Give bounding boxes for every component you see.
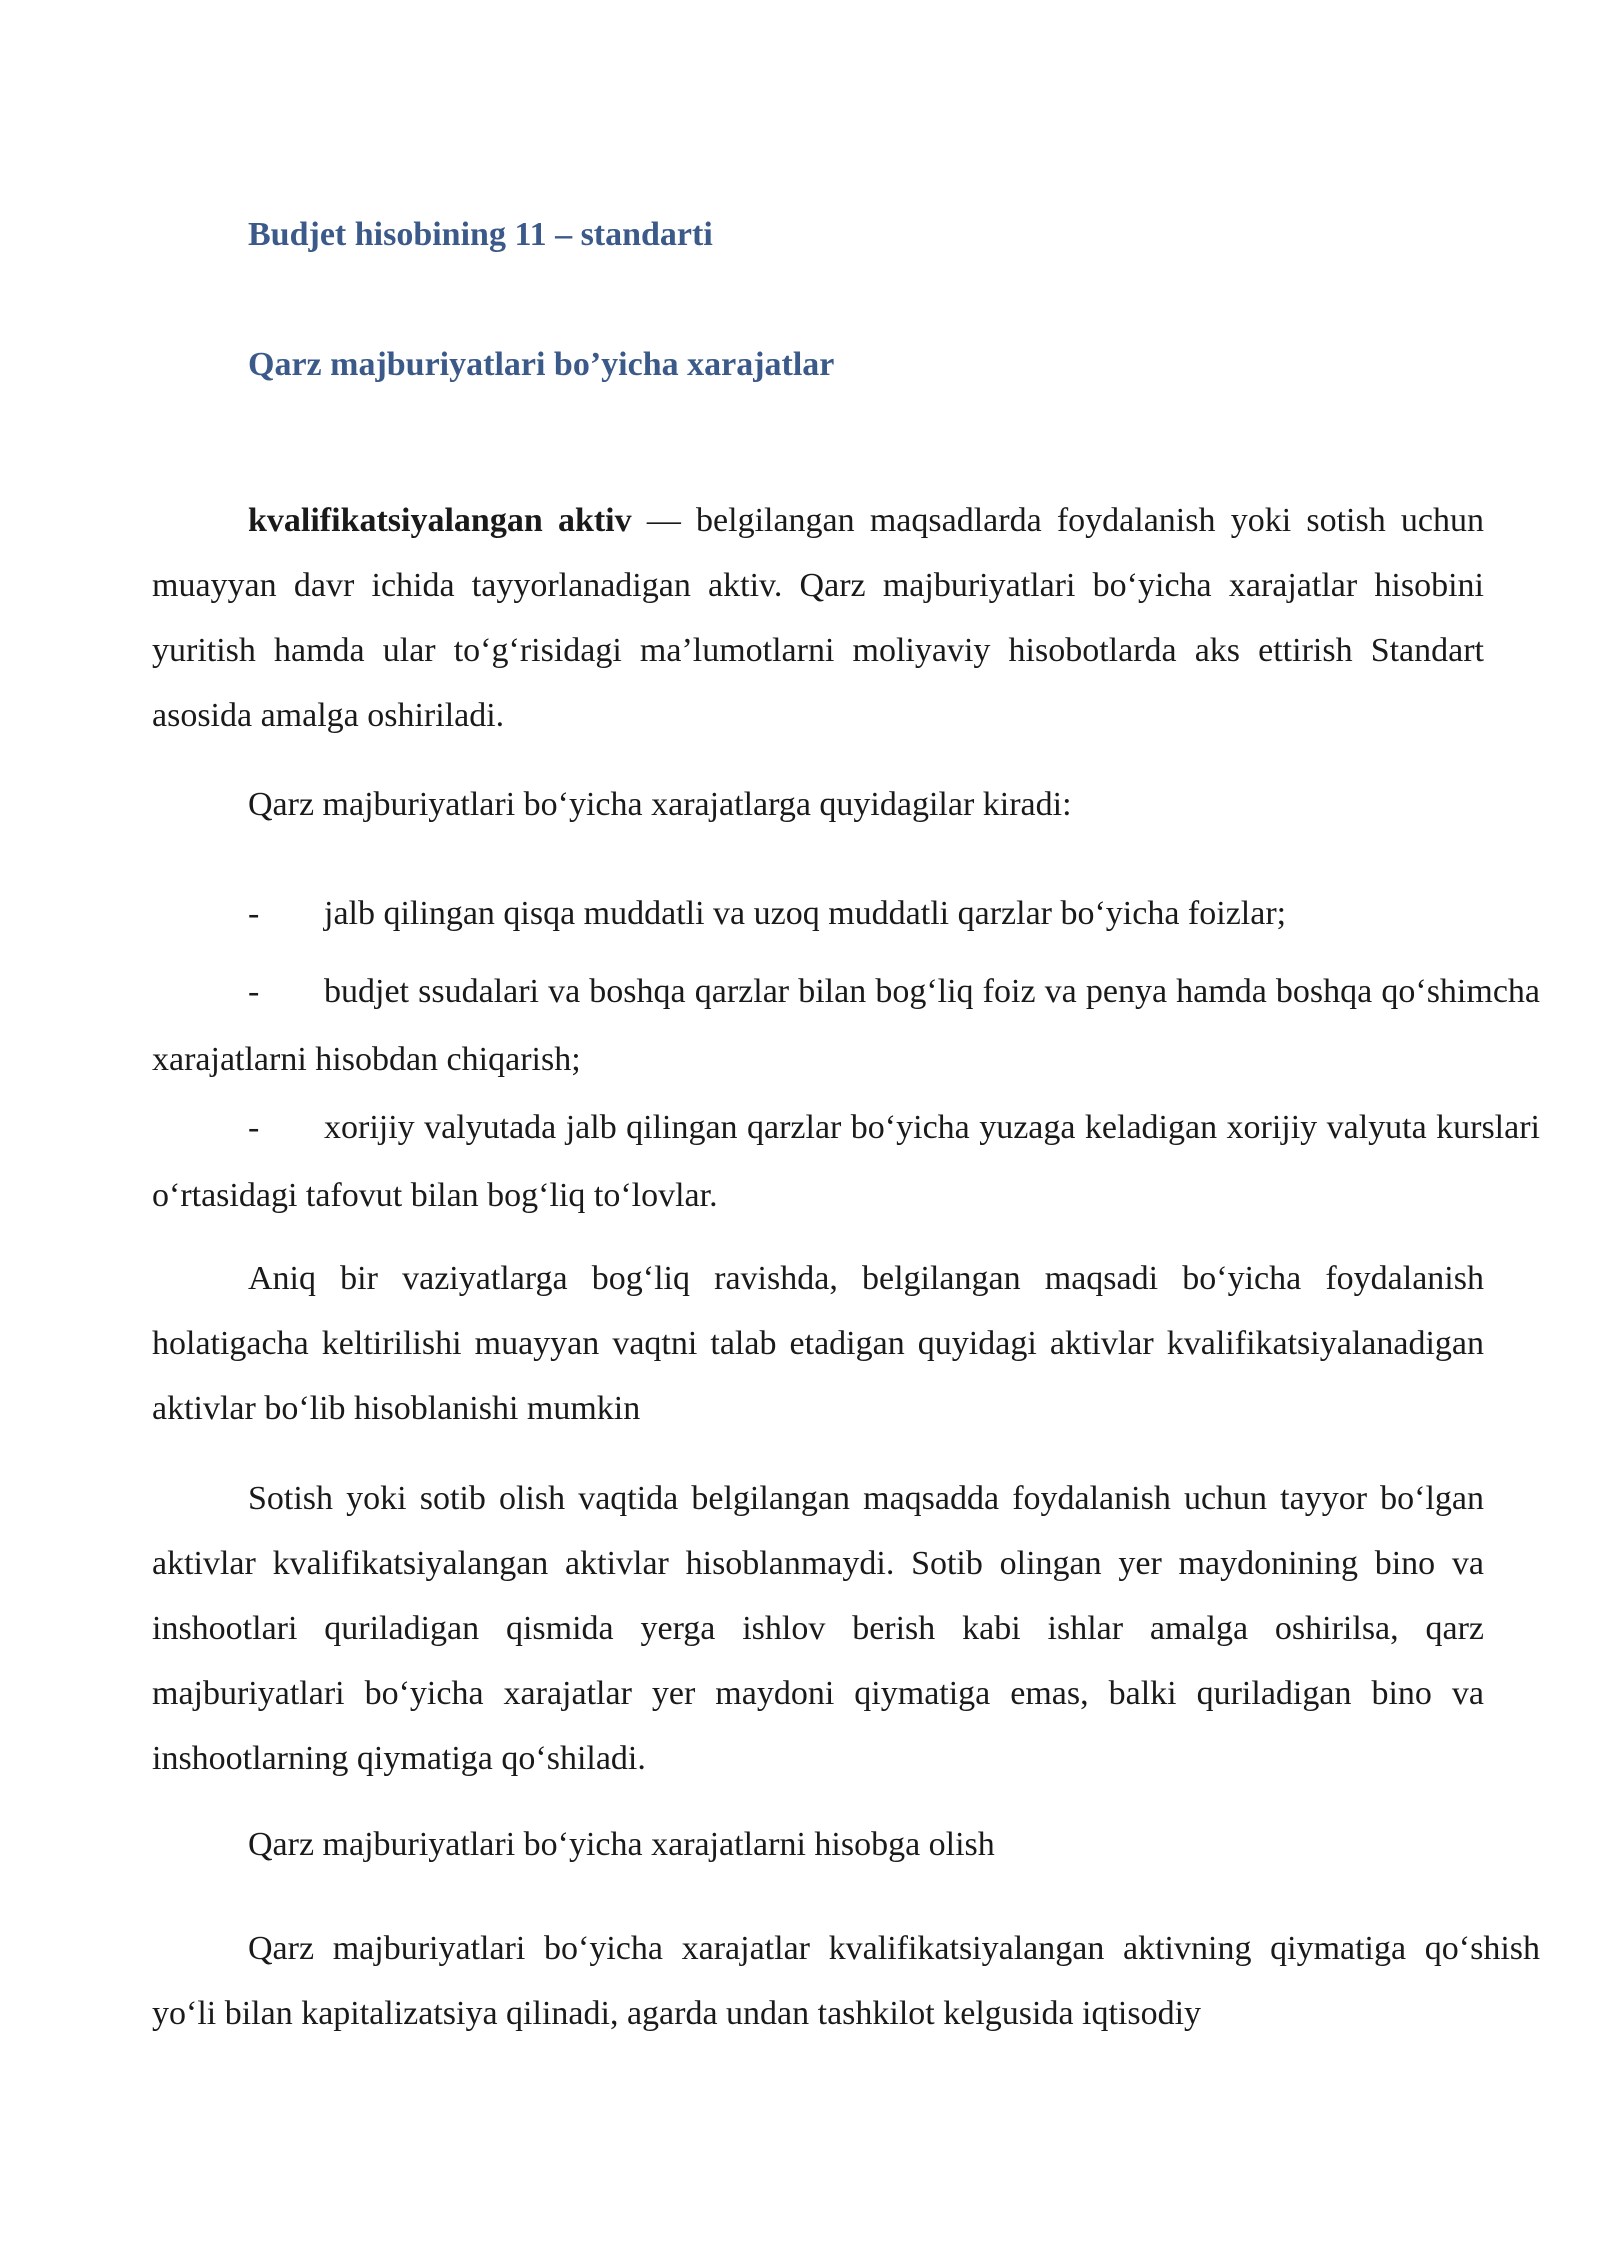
definition-paragraph: [152, 488, 1484, 748]
list-item: [152, 1094, 1540, 1230]
list-item-text: budjet ssudalari va boshqa qarzlar bilan bog‘liq foiz va penya hamda boshqa qo‘shimcha xarajatlarni hisobdan chiqarish;: [152, 973, 1540, 1078]
list-item-text: xorijiy valyutada jalb qilingan qarzlar bo‘yicha yuzaga keladigan xorijiy valyuta kurslari o‘rtasidagi tafovut bilan bog‘liq to‘lovlar.: [152, 1109, 1540, 1214]
list-marker: -: [248, 1109, 260, 1146]
list-item-text: jalb qilingan qisqa muddatli va uzoq muddatli qarzlar bo‘yicha foizlar;: [324, 895, 1287, 932]
list-item: [152, 880, 1540, 948]
document-title: Budjet hisobining 11 – standarti: [248, 216, 713, 253]
section-heading: Qarz majburiyatlari bo‘yicha xarajatlarni hisobga olish: [248, 1826, 995, 1863]
paragraph-3: Qarz majburiyatlari bo‘yicha xarajatlar kvalifikatsiyalangan aktivning qiymatiga qo‘shish yo‘li bilan kapitalizatsiya qilinadi, agarda undan tashkilot kelgusida iqtisodiy: [152, 1930, 1540, 2032]
list-marker: -: [248, 895, 260, 932]
definition-term: kvalifikatsiyalangan aktiv: [248, 502, 632, 539]
document-subtitle: Qarz majburiyatlari bo’yicha xarajatlar: [248, 346, 835, 383]
list-marker: -: [248, 973, 260, 1010]
list-intro: Qarz majburiyatlari bo‘yicha xarajatlarga quyidagilar kiradi:: [248, 786, 1072, 823]
paragraph-1: Aniq bir vaziyatlarga bog‘liq ravishda, belgilangan maqsadi bo‘yicha foydalanish holatigacha keltirilishi muayyan vaqtni talab etadigan quyidagi aktivlar kvalifikatsiyalanadigan aktivlar bo‘lib hisoblanishi mumkin: [152, 1260, 1484, 1427]
list-item: [152, 958, 1540, 1094]
paragraph-2: Sotish yoki sotib olish vaqtida belgilangan maqsadda foydalanish uchun tayyor bo‘lgan aktivlar kvalifikatsiyalangan aktivlar hisoblanmaydi. Sotib olingan yer maydonining bino va inshootlari quriladigan qismida yerga ishlov berish kabi ishlar amalga oshirilsa, qarz majburiyatlari bo‘yicha xarajatlar yer maydoni qiymatiga emas, balki quriladigan bino va inshootlarning qiymatiga qo‘shiladi.: [152, 1480, 1484, 1777]
definition-text: — belgilangan maqsadlarda foydalanish yoki sotish uchun muayyan davr ichida tayyorlanadigan aktiv. Qarz majburiyatlari bo‘yicha xarajatlar hisobini yuritish hamda ular to‘g‘risidagi ma’lumotlarni moliyaviy hisobotlarda aks ettirish Standart asosida amalga oshiriladi.: [152, 502, 1484, 734]
